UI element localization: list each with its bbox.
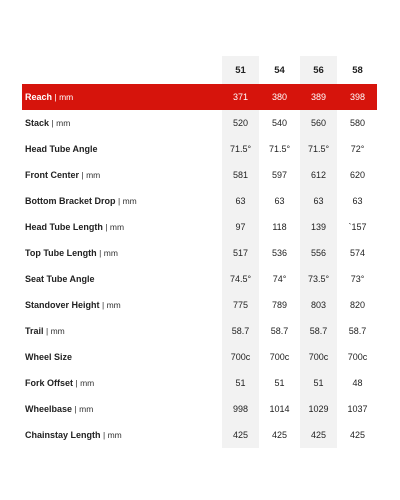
value-cell: 803 (310, 300, 327, 310)
value-cell: 51 (235, 378, 246, 388)
value-cell: 1037 (347, 404, 368, 414)
row-name: Wheelbase (25, 404, 73, 414)
row-unit: | mm (99, 248, 118, 258)
row-unit: | mm (75, 378, 95, 388)
value-cell: 700c (308, 352, 329, 362)
geometry-row-bottom-bracket-drop (22, 188, 377, 214)
geometry-row-standover-height (22, 292, 377, 318)
geometry-row-seat-tube-angle (22, 266, 377, 292)
value-cell: 517 (232, 248, 249, 258)
size-header: 54 (274, 64, 285, 76)
row-unit: | mm (54, 92, 74, 102)
size-header-row (22, 56, 377, 84)
row-label (22, 118, 221, 128)
value-cell: 58.7 (348, 326, 367, 336)
row-label (22, 430, 221, 440)
row-unit: | mm (51, 118, 71, 128)
value-cell: 58.7 (231, 326, 250, 336)
row-name: Reach (25, 92, 53, 102)
geometry-row-reach (22, 84, 377, 110)
value-cell: 63 (352, 196, 363, 206)
value-cell: 425 (349, 430, 366, 440)
row-label (22, 404, 221, 414)
value-cell: 560 (310, 118, 327, 128)
geometry-table (22, 56, 377, 448)
value-cell: 73.5° (307, 274, 330, 284)
value-cell: 71.5° (307, 144, 330, 154)
geometry-row-chainstay-length (22, 422, 377, 448)
value-cell: 72° (350, 144, 365, 154)
geometry-row-wheel-size (22, 344, 377, 370)
geometry-rows (22, 84, 377, 448)
value-cell: 536 (271, 248, 288, 258)
row-label (22, 144, 221, 154)
row-name: Wheel Size (25, 352, 73, 362)
value-cell: 380 (271, 92, 288, 102)
value-cell: 63 (313, 196, 324, 206)
row-name: Trail (25, 326, 44, 336)
row-name: Head Tube Length (25, 222, 103, 232)
value-cell: 73° (350, 274, 365, 284)
value-cell: 581 (232, 170, 249, 180)
row-name: Front Center (25, 170, 79, 180)
size-header: 58 (352, 64, 363, 76)
geometry-row-head-tube-angle (22, 136, 377, 162)
value-cell: 520 (232, 118, 249, 128)
row-name: Standover Height (25, 300, 100, 310)
row-name: Chainstay Length (25, 430, 101, 440)
row-name: Bottom Bracket Drop (25, 196, 116, 206)
value-cell: 556 (310, 248, 327, 258)
value-cell: 71.5° (229, 144, 252, 154)
value-cell: 425 (271, 430, 288, 440)
value-cell: 574 (349, 248, 366, 258)
row-name: Seat Tube Angle (25, 274, 95, 284)
row-name: Head Tube Angle (25, 144, 98, 154)
row-unit: | mm (102, 300, 121, 310)
value-cell: 540 (271, 118, 288, 128)
row-unit: | mm (103, 430, 122, 440)
value-cell: 74° (272, 274, 287, 284)
geometry-row-stack (22, 110, 377, 136)
row-name: Stack (25, 118, 50, 128)
value-cell: 789 (271, 300, 288, 310)
value-cell: 700c (347, 352, 368, 362)
value-cell: 998 (232, 404, 249, 414)
row-name: Top Tube Length (25, 248, 97, 258)
row-unit: | mm (46, 326, 65, 336)
row-label (22, 352, 221, 362)
value-cell: 63 (235, 196, 246, 206)
value-cell: 51 (313, 378, 324, 388)
row-label (22, 196, 221, 206)
row-unit: | mm (118, 196, 137, 206)
row-unit: | mm (105, 222, 125, 232)
value-cell: 139 (310, 222, 327, 232)
value-cell: 700c (269, 352, 290, 362)
value-cell: 48 (352, 378, 363, 388)
value-cell: 775 (232, 300, 249, 310)
value-cell: 71.5° (268, 144, 291, 154)
geometry-row-wheelbase (22, 396, 377, 422)
value-cell: 612 (310, 170, 327, 180)
value-cell: `157 (348, 222, 367, 232)
geometry-row-trail (22, 318, 377, 344)
value-cell: 74.5° (229, 274, 252, 284)
value-cell: 58.7 (309, 326, 328, 336)
size-header: 51 (235, 64, 246, 76)
row-name: Fork Offset (25, 378, 74, 388)
value-cell: 51 (274, 378, 285, 388)
value-cell: 620 (349, 170, 366, 180)
row-unit: | mm (81, 170, 101, 180)
row-label (22, 222, 221, 232)
value-cell: 820 (349, 300, 366, 310)
value-cell: 597 (271, 170, 288, 180)
size-header: 56 (313, 64, 324, 76)
row-label (22, 92, 221, 102)
row-label (22, 170, 221, 180)
value-cell: 389 (310, 92, 327, 102)
value-cell: 398 (349, 92, 366, 102)
value-cell: 580 (349, 118, 366, 128)
geometry-row-top-tube-length (22, 240, 377, 266)
value-cell: 425 (232, 430, 249, 440)
row-unit: | mm (74, 404, 94, 414)
row-label (22, 248, 221, 258)
row-label (22, 378, 221, 388)
row-label (22, 274, 221, 284)
value-cell: 700c (230, 352, 251, 362)
value-cell: 58.7 (270, 326, 289, 336)
row-label (22, 300, 221, 310)
value-cell: 425 (310, 430, 327, 440)
value-cell: 1014 (269, 404, 290, 414)
value-cell: 118 (272, 222, 287, 232)
value-cell: 63 (274, 196, 285, 206)
geometry-row-fork-offset (22, 370, 377, 396)
value-cell: 1029 (308, 404, 329, 414)
geometry-row-front-center (22, 162, 377, 188)
value-cell: 97 (235, 222, 246, 232)
value-cell: 371 (232, 92, 249, 102)
geometry-row-head-tube-length (22, 214, 377, 240)
row-label (22, 326, 221, 336)
